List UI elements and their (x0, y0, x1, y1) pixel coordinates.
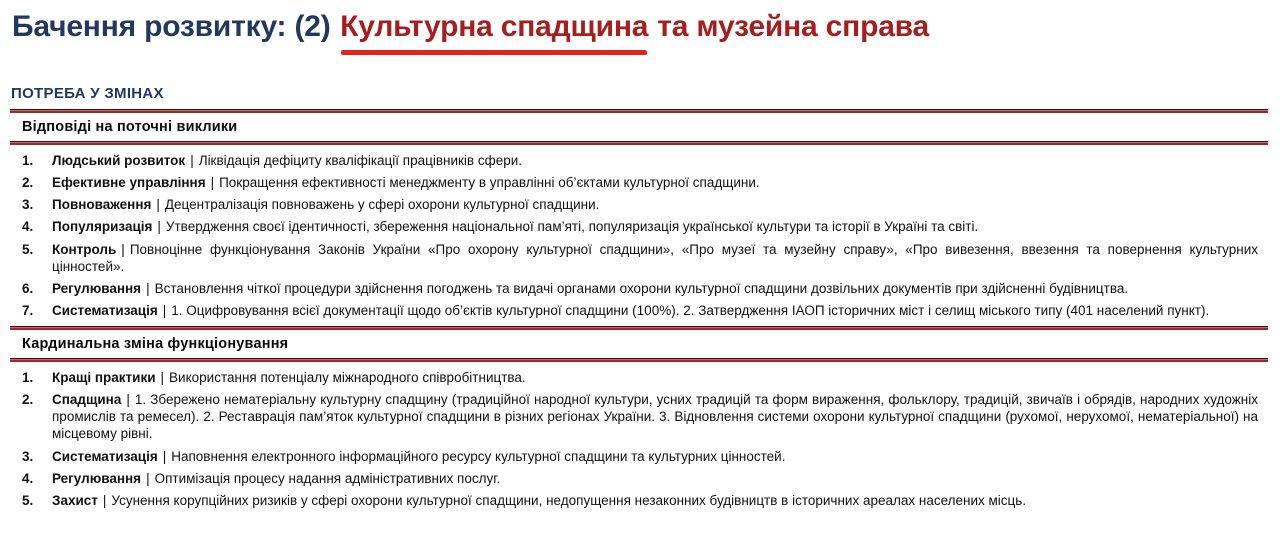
item-lead: Систематизація (52, 303, 158, 319)
block-items (10, 362, 1268, 516)
item-lead: Повноваження (52, 197, 152, 213)
block-header: Відповіді на поточні виклики (22, 118, 238, 135)
list-item (22, 492, 1264, 509)
list-item (22, 391, 1264, 443)
item-text (52, 391, 1264, 443)
list-item (22, 448, 1264, 465)
item-text (52, 218, 1264, 235)
item-number: 4. (22, 219, 34, 235)
item-number: 7. (22, 303, 34, 319)
item-separator: | (190, 152, 194, 168)
item-body: Повноцінне функціонування Законів України «Про охорону культурної спадщини», «Про музеї та музейну справу», «Про вивезення, ввезення та повернення культурних цінностей». (52, 241, 1258, 274)
item-body: 1. Збережено нематеріальну культурну спадщину (традиційної народної культури, усних традицій та форм вираження, фольклору, традицій, звичаїв і обрядів, народних художніх промислів та ремесел). 2. Реставрація пам’яток культурної спадщини в різних регіонах України. 3. Відновлення системи охорони культурної спадщини (рухомої, нерухомої, нематеріальної) на місцевому рівні. (52, 391, 1258, 442)
item-separator: | (210, 174, 215, 190)
item-separator: | (102, 493, 107, 509)
item-text (52, 448, 1264, 465)
item-separator: | (157, 219, 161, 235)
item-text (52, 369, 1264, 386)
item-separator: | (162, 448, 167, 464)
list-item (22, 218, 1264, 235)
block-header: Кардинальна зміна функціонування (22, 335, 289, 352)
item-text (52, 280, 1264, 297)
list-item (22, 470, 1264, 487)
item-text (52, 152, 1264, 169)
item-number: 2. (22, 391, 34, 407)
item-body: Усунення корупційних ризиків у сфері охорони культурної спадщини, недопущення незаконних будівництв в історичних ареалах населених місць. (111, 493, 1027, 509)
list-item (22, 302, 1264, 319)
item-text (52, 174, 1264, 191)
item-body: Використання потенціалу міжнародного співробітництва. (169, 369, 526, 385)
item-separator: | (156, 197, 160, 213)
item-number: 5. (22, 493, 34, 509)
item-lead: Регулювання (52, 470, 142, 486)
item-separator: | (146, 281, 150, 297)
item-body: Утвердження своєї ідентичності, збереження національної пам’яті, популяризація української культури та історії в Україні та світі. (165, 219, 979, 235)
item-lead: Популяризація (52, 219, 153, 235)
list-item (22, 369, 1264, 386)
item-number: 4. (22, 470, 34, 486)
item-separator: | (160, 369, 165, 385)
item-body: Наповнення електронного інформаційного ресурсу культурної спадщини та культурних цінностей. (171, 448, 786, 464)
title-highlight (340, 8, 648, 46)
list-item (22, 152, 1264, 169)
item-body: Ліквідація дефіциту кваліфікації працівників сфери. (198, 152, 522, 168)
title-underline (341, 50, 647, 55)
item-separator: | (146, 470, 150, 486)
item-lead: Кращі практики (52, 369, 156, 385)
title-highlight-text: Культурна спадщина (340, 10, 649, 43)
item-lead: Контроль (52, 241, 117, 257)
item-text (52, 492, 1264, 509)
item-number: 3. (22, 197, 34, 213)
item-text (52, 196, 1264, 213)
block-fundamental-change (10, 330, 1268, 516)
list-item (22, 174, 1264, 191)
item-text (52, 302, 1264, 319)
item-number: 5. (22, 241, 34, 257)
item-body: Покращення ефективності менеджменту в управлінні об’єктами культурної спадщини. (219, 174, 760, 190)
item-lead: Спадщина (52, 391, 122, 407)
item-text (52, 470, 1264, 487)
title-prefix: Бачення розвитку: (2) (12, 10, 331, 43)
item-body: 1. Оцифровування всієї документації щодо об’єктів культурної спадщини (100%). 2. Затвердження ІАОП історичних міст і селищ міського типу (401 населений пункт). (171, 303, 1210, 319)
item-body: Децентралізація повноважень у сфері охорони культурної спадщини. (164, 197, 600, 213)
item-number: 3. (22, 448, 34, 464)
item-separator: | (126, 391, 130, 407)
page-title (12, 8, 1268, 46)
section-label: ПОТРЕБА У ЗМІНАХ (11, 84, 164, 102)
item-lead: Захист (52, 493, 98, 509)
item-lead: Регулювання (52, 281, 142, 297)
item-body: Оптимізація процесу надання адміністративних послуг. (154, 470, 501, 486)
item-lead: Людський розвиток (52, 152, 186, 168)
item-separator: | (121, 241, 125, 257)
item-text (52, 241, 1264, 276)
block-current-challenges (10, 113, 1268, 326)
item-number: 2. (22, 174, 34, 190)
list-item (22, 241, 1264, 276)
item-lead: Ефективне управління (52, 174, 206, 190)
list-item (22, 280, 1264, 297)
title-suffix: та музейна справа (657, 10, 930, 43)
item-lead: Систематизація (52, 448, 158, 464)
list-item (22, 196, 1264, 213)
item-body: Встановлення чіткої процедури здійснення погоджень та видачі органами охорони культурної спадщини дозвільних документів при здійсненні будівництва. (154, 281, 1129, 297)
item-number: 1. (22, 152, 34, 168)
item-separator: | (162, 303, 167, 319)
block-items (10, 145, 1268, 326)
item-number: 1. (22, 369, 34, 385)
item-number: 6. (22, 281, 34, 297)
